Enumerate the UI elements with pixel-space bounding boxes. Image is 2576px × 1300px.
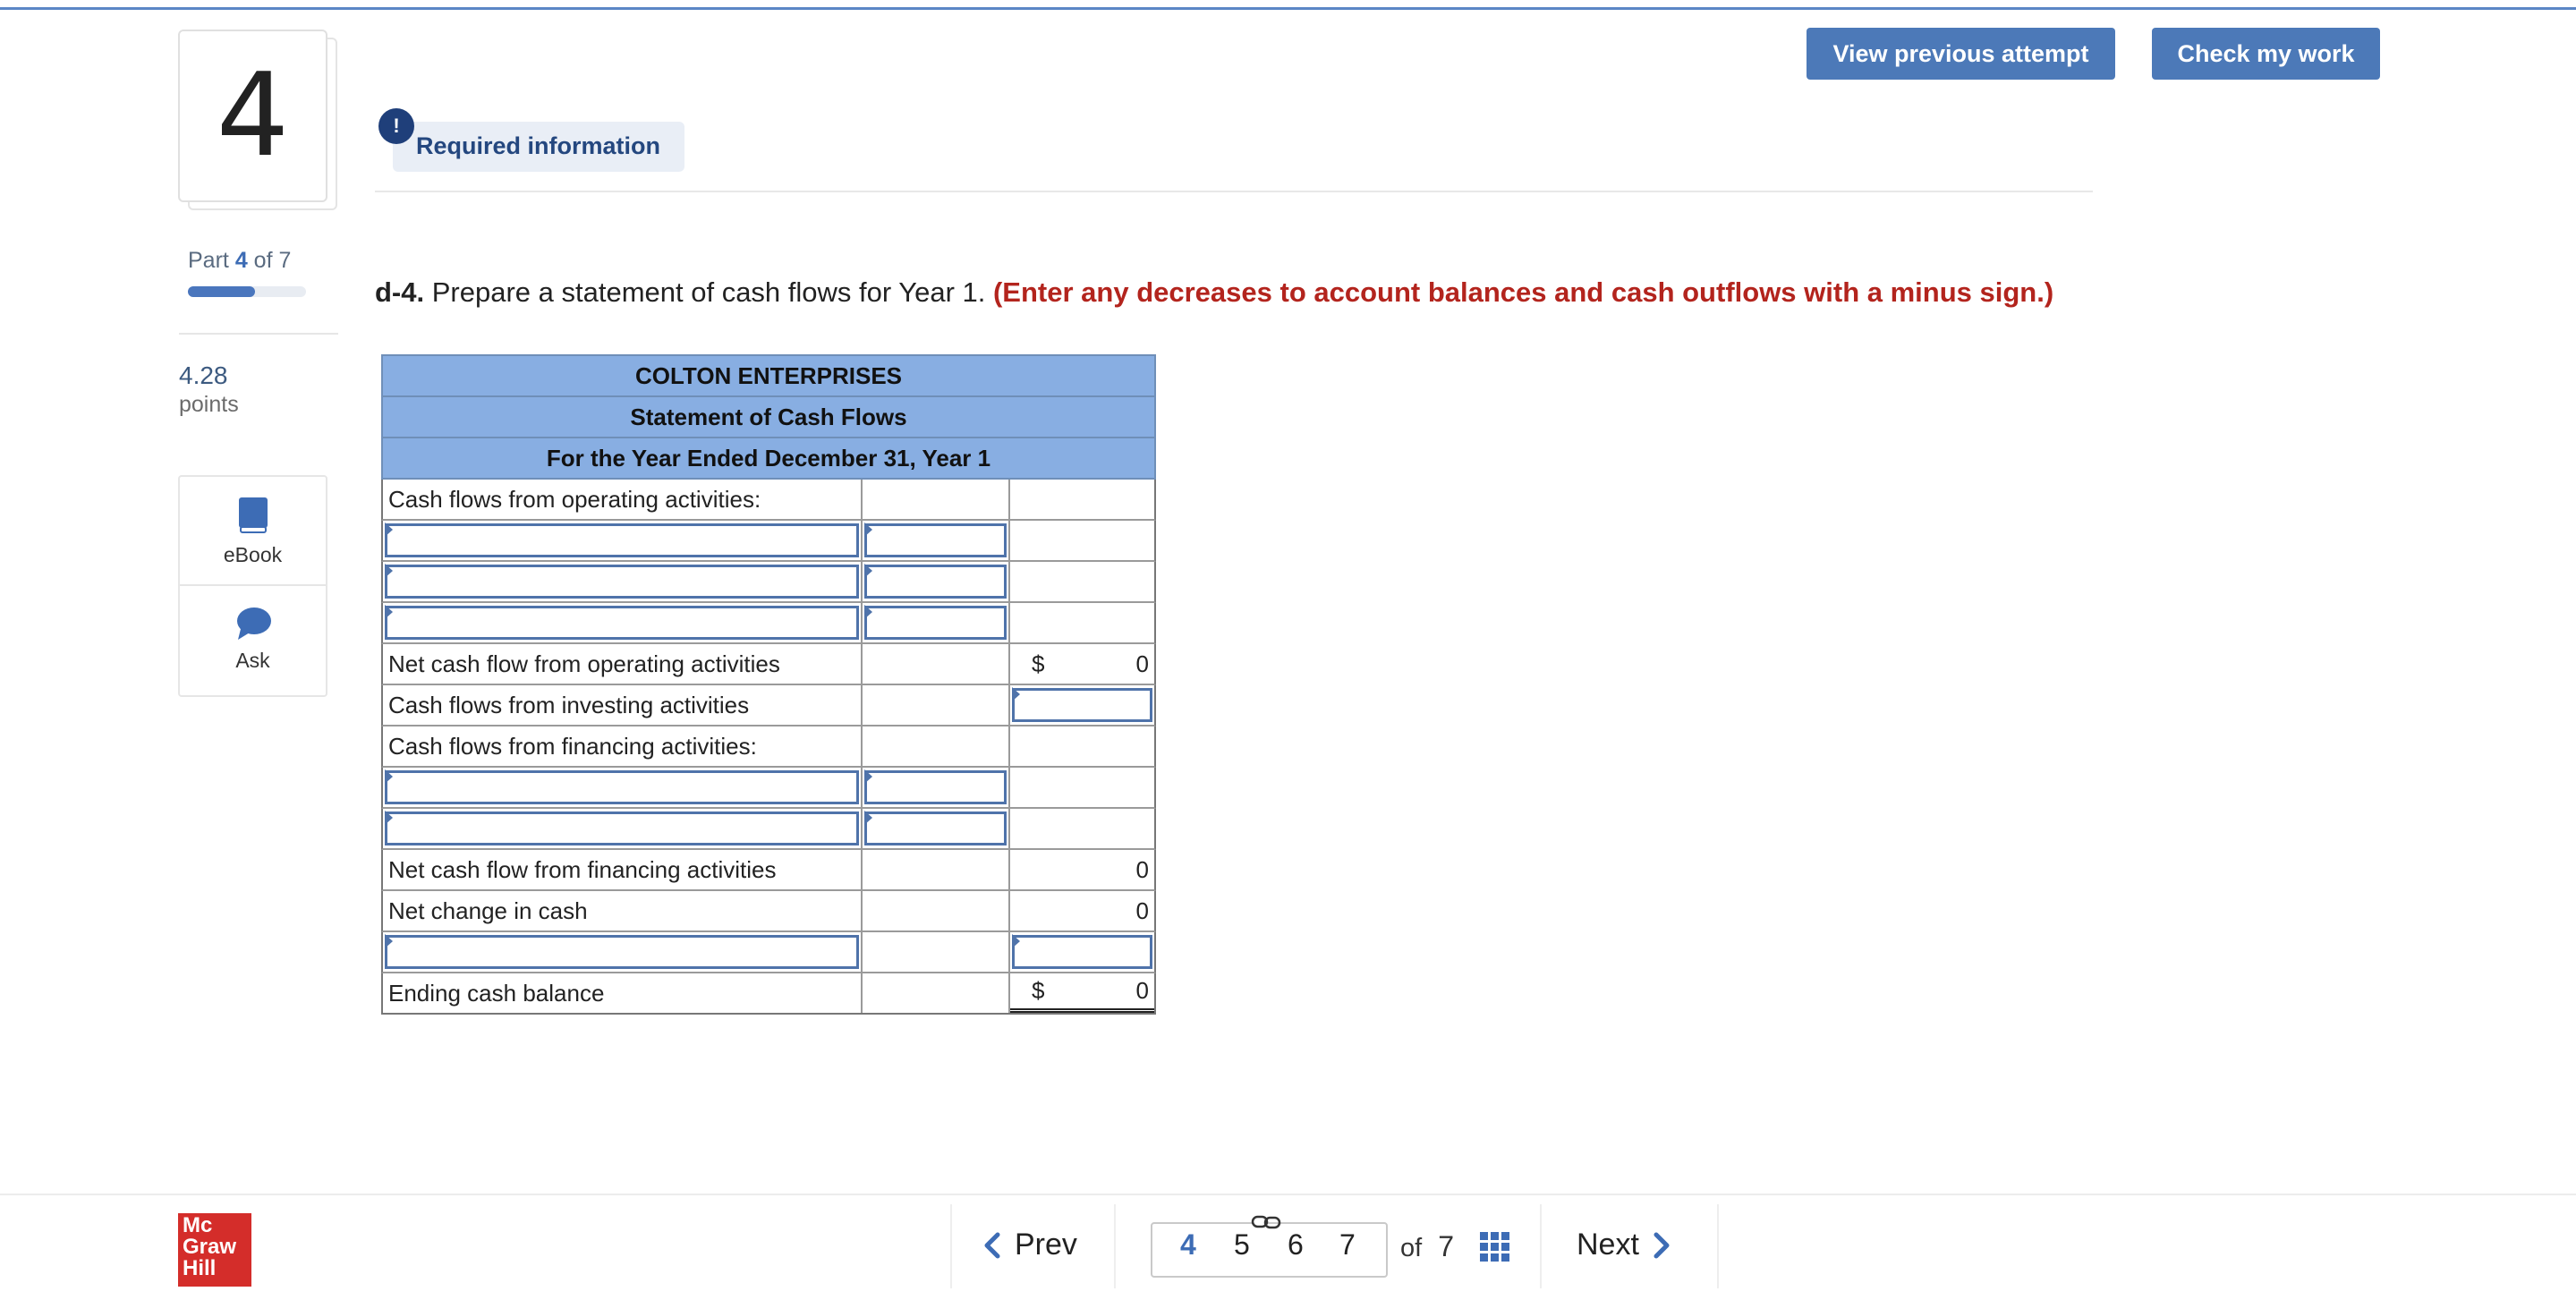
cash-flow-statement — [381, 354, 1156, 1015]
logo-line: Hill — [183, 1256, 217, 1280]
net-change-label: Net change in cash — [383, 891, 863, 930]
table-row — [381, 644, 1156, 685]
table-row — [381, 768, 1156, 809]
ebook-button[interactable] — [180, 497, 326, 604]
statement-title: Statement of Cash Flows — [381, 395, 1156, 437]
currency-symbol: $ — [1032, 650, 1045, 677]
chevron-left-icon — [982, 1232, 1002, 1259]
financing-amount-1-input[interactable] — [864, 770, 1007, 804]
nav-divider — [1540, 1204, 1542, 1288]
ask-button[interactable] — [180, 606, 326, 713]
investing-label: Cash flows from investing activities — [383, 685, 863, 725]
part-suffix: of 7 — [253, 248, 292, 273]
instruction-text: Prepare a statement of cash flows for Year 1. — [424, 276, 993, 308]
book-icon — [238, 497, 268, 534]
part-progress-bar — [188, 286, 306, 297]
grid-icon[interactable] — [1480, 1232, 1510, 1262]
operating-item-3-input[interactable] — [385, 606, 859, 640]
instruction-prefix: d-4. — [375, 276, 425, 308]
net-change-value: 0 — [1135, 896, 1149, 924]
next-button[interactable] — [1577, 1228, 1671, 1262]
tools-divider — [180, 584, 326, 586]
sidebar-divider — [179, 333, 338, 335]
net-operating-cell — [1010, 644, 1154, 684]
check-my-work-button[interactable]: Check my work — [2152, 28, 2380, 80]
financing-item-2-input[interactable] — [385, 811, 859, 845]
question-number: 4 — [178, 30, 327, 202]
logo-line: Mc — [183, 1213, 213, 1237]
financing-item-1-input[interactable] — [385, 770, 859, 804]
financing-heading: Cash flows from financing activities: — [383, 726, 863, 766]
table-row — [381, 973, 1156, 1015]
company-name: COLTON ENTERPRISES — [381, 354, 1156, 395]
total-pages: 7 — [1438, 1230, 1455, 1262]
page-total — [1400, 1230, 1454, 1263]
operating-amount-3-input[interactable] — [864, 606, 1007, 640]
tools-panel — [178, 475, 327, 697]
chevron-right-icon — [1652, 1232, 1671, 1259]
currency-symbol: $ — [1032, 977, 1045, 1004]
chat-bubble-icon — [235, 606, 271, 642]
points-value: 4.28 — [179, 361, 228, 389]
ending-balance-label: Ending cash balance — [383, 973, 863, 1013]
table-row — [381, 726, 1156, 768]
header-divider — [375, 191, 2093, 192]
operating-amount-2-input[interactable] — [864, 565, 1007, 599]
table-row — [381, 809, 1156, 850]
financing-amount-2-input[interactable] — [864, 811, 1007, 845]
logo-line: Graw — [183, 1235, 237, 1259]
table-row — [381, 932, 1156, 973]
next-label: Next — [1577, 1228, 1639, 1262]
net-financing-label: Net cash flow from financing activities — [383, 850, 863, 889]
required-info-label[interactable]: Required information — [416, 132, 661, 159]
alert-icon: ! — [378, 108, 414, 144]
page-6-button[interactable]: 6 — [1288, 1228, 1304, 1261]
footer-divider — [0, 1194, 2576, 1195]
ending-balance-value: 0 — [1135, 977, 1149, 1004]
part-indicator — [188, 248, 291, 274]
part-current: 4 — [234, 248, 248, 273]
of-label: of — [1400, 1234, 1423, 1262]
link-icon — [1251, 1212, 1281, 1232]
points-label: points — [179, 392, 239, 417]
operating-item-2-input[interactable] — [385, 565, 859, 599]
table-row — [381, 521, 1156, 562]
instruction-note: (Enter any decreases to account balances and cash outflows with a minus sign.) — [992, 276, 2054, 308]
nav-divider — [1114, 1204, 1116, 1288]
net-operating-value: 0 — [1135, 650, 1149, 677]
table-row — [381, 850, 1156, 891]
table-row — [381, 480, 1156, 521]
question-instruction — [375, 276, 2053, 309]
beginning-balance-amount-input[interactable] — [1012, 935, 1152, 969]
operating-amount-1-input[interactable] — [864, 523, 1007, 557]
net-financing-value: 0 — [1135, 855, 1149, 883]
ask-label: Ask — [235, 649, 270, 672]
mcgraw-hill-logo — [178, 1213, 251, 1287]
net-operating-label: Net cash flow from operating activities — [383, 644, 863, 684]
investing-amount-input[interactable] — [1012, 688, 1152, 722]
operating-heading: Cash flows from operating activities: — [383, 480, 863, 519]
statement-period: For the Year Ended December 31, Year 1 — [381, 437, 1156, 480]
prev-button[interactable] — [982, 1228, 1077, 1262]
part-progress-fill — [188, 286, 255, 297]
prev-label: Prev — [1015, 1228, 1077, 1262]
beginning-balance-label-input[interactable] — [385, 935, 859, 969]
page-7-button[interactable]: 7 — [1339, 1228, 1356, 1261]
table-row — [381, 603, 1156, 644]
operating-item-1-input[interactable] — [385, 523, 859, 557]
table-row — [381, 562, 1156, 603]
top-accent-line — [0, 7, 2576, 10]
ending-balance-cell — [1010, 973, 1154, 1013]
table-row — [381, 685, 1156, 726]
ebook-label: eBook — [223, 543, 283, 566]
view-previous-attempt-button[interactable]: View previous attempt — [1807, 28, 2115, 80]
page-5-button[interactable]: 5 — [1234, 1228, 1250, 1261]
part-prefix: Part — [188, 248, 229, 273]
page-4-button[interactable]: 4 — [1180, 1228, 1196, 1261]
table-row — [381, 891, 1156, 932]
